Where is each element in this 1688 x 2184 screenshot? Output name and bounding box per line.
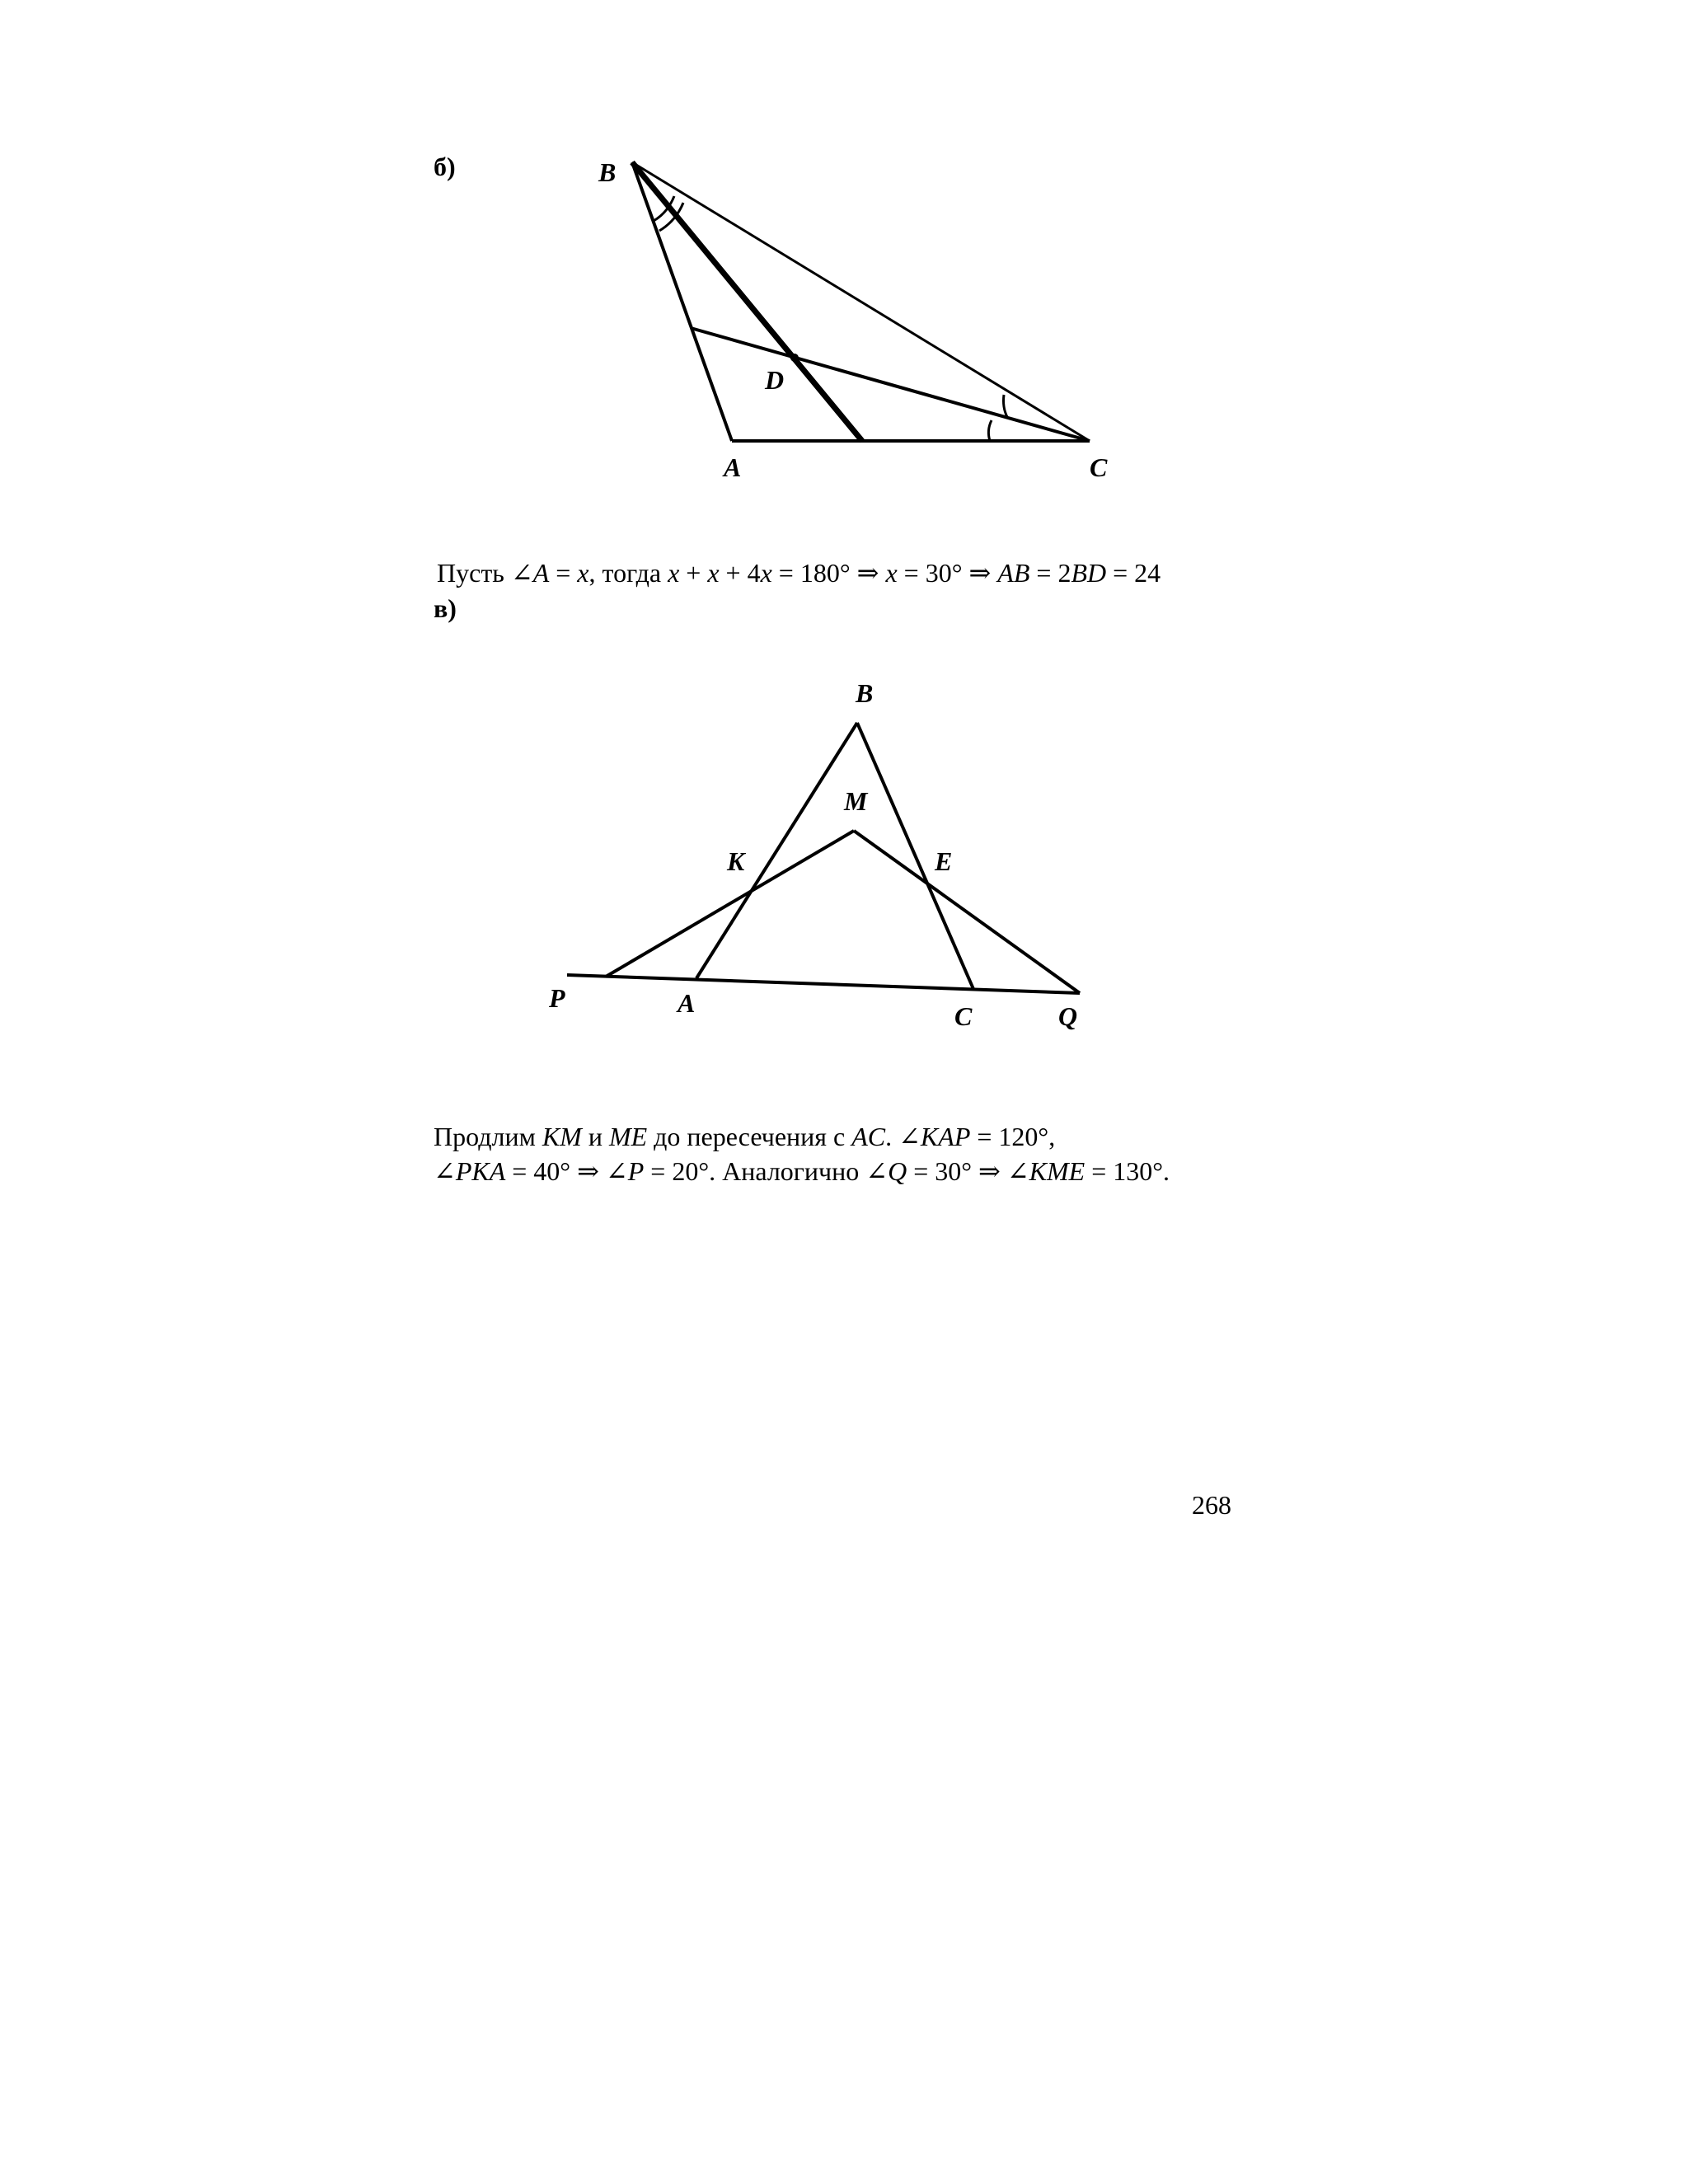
solution-v-line-1 [434, 1121, 1055, 1152]
angle-arc-c-2 [1004, 395, 1008, 417]
text-run: + [679, 558, 708, 588]
label-a: A [678, 988, 696, 1018]
var: BD [1071, 558, 1107, 588]
var: ME [608, 1122, 648, 1151]
var: AC [851, 1122, 886, 1151]
solution-v-line-2 [434, 1155, 1170, 1187]
text-run: = [549, 558, 578, 588]
text-run: = 2 [1029, 558, 1071, 588]
var: x [668, 558, 680, 588]
text-run: и [581, 1122, 609, 1151]
label-q: Q [1058, 1001, 1078, 1031]
var: x [760, 558, 772, 588]
angle-arc-c-1 [988, 420, 992, 441]
text-run: , тогда [588, 558, 668, 588]
text-run: = 120°, [970, 1122, 1056, 1151]
label-k: K [727, 846, 745, 876]
text-run: + 4 [719, 558, 761, 588]
label-b: B [598, 157, 617, 187]
text-run: = 180° ⇒ [771, 558, 886, 588]
label-p: P [549, 983, 565, 1013]
line-pq [567, 975, 1080, 993]
bisector-b [632, 162, 862, 441]
var: x [707, 558, 720, 588]
label-c: C [954, 1001, 973, 1031]
part-b-label: б) [434, 152, 456, 181]
var: AB [997, 558, 1030, 588]
label-e: E [935, 846, 953, 876]
label-d: D [765, 365, 785, 395]
line-mq [854, 831, 1080, 993]
text-run: = 24 [1106, 558, 1161, 588]
var: x [885, 558, 898, 588]
text-run: Пусть [437, 558, 511, 588]
var: x [577, 558, 589, 588]
label-m: M [844, 786, 868, 816]
text-run: до пересечения с [647, 1122, 852, 1151]
text-run: = 40° ⇒ ∠ [505, 1156, 628, 1186]
var: KM [542, 1122, 582, 1151]
label-c: C [1090, 452, 1108, 482]
part-v-label: в) [434, 593, 457, 623]
var: A [532, 558, 550, 588]
var: KME [1029, 1156, 1085, 1186]
text-run: . ∠ [885, 1122, 921, 1151]
figure-b [560, 148, 1137, 503]
var: P [627, 1156, 645, 1186]
text-run: = 30° ⇒ ∠ [907, 1156, 1029, 1186]
text-run: = 130°. [1085, 1156, 1170, 1186]
point-d [790, 354, 799, 362]
page-number: 268 [1192, 1490, 1231, 1520]
text-run: Продлим [434, 1122, 542, 1151]
solution-b-line [437, 557, 1160, 588]
side-bc [857, 723, 973, 989]
angle-symbol: ∠ [434, 1156, 456, 1186]
text-run: = 20°. Аналогично ∠ [644, 1156, 889, 1186]
var: KAP [920, 1122, 971, 1151]
side-ba [696, 723, 857, 978]
angle-symbol: ∠ [510, 558, 533, 588]
text-run: = 30° ⇒ [897, 558, 998, 588]
bisector-c [691, 328, 1090, 441]
var: PKA [455, 1156, 506, 1186]
var: Q [888, 1156, 907, 1186]
figure-v [519, 626, 1113, 1055]
side-bc [632, 162, 1090, 441]
label-b: B [856, 678, 874, 708]
label-a: A [724, 452, 742, 482]
